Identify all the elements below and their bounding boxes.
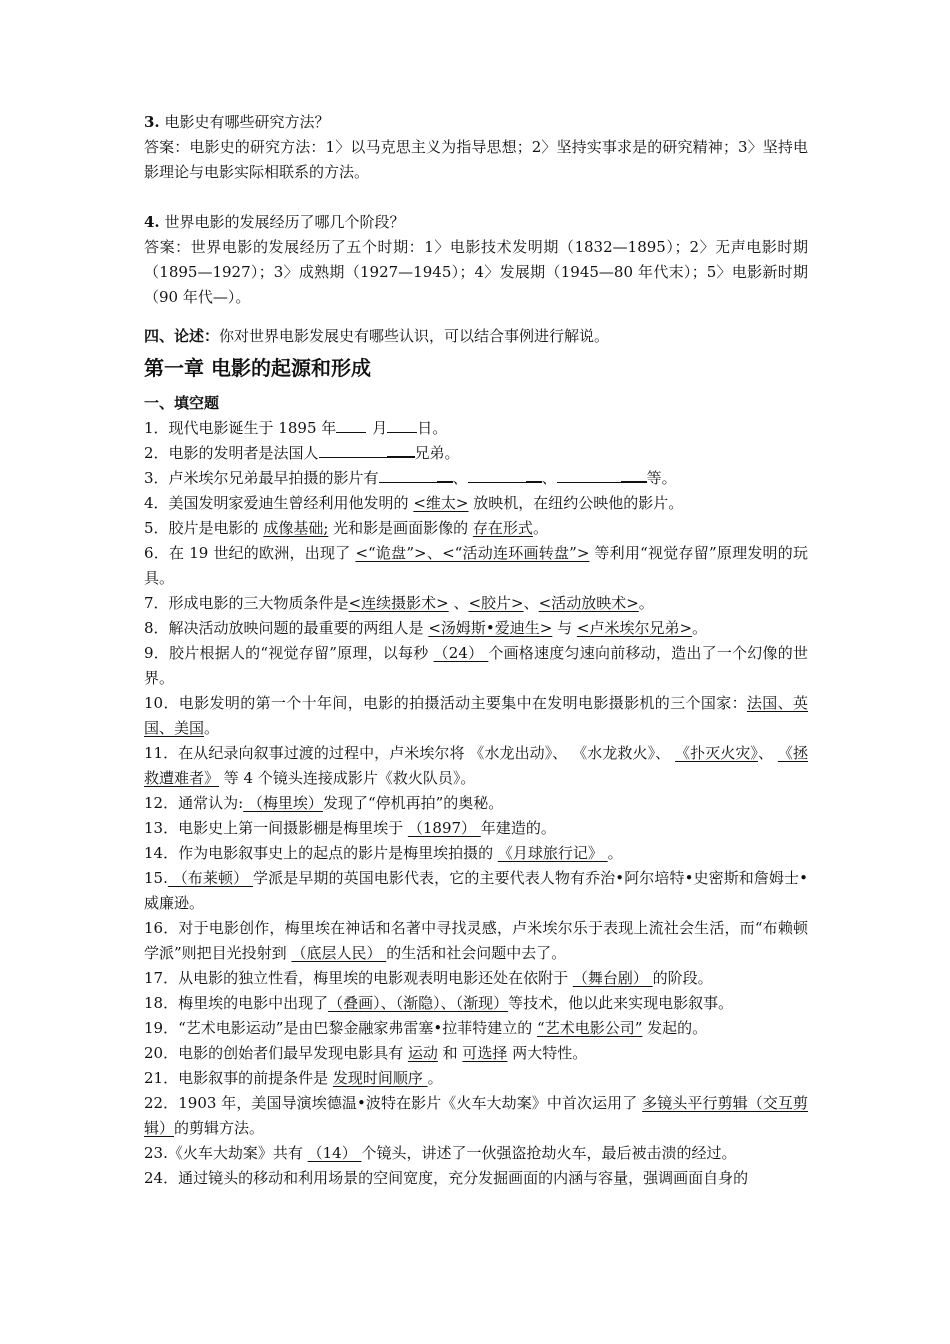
item-text: 24．通过镜头的移动和利用场景的空间宽度，充分发掘画面的内涵与容量，强调画面自身的 bbox=[144, 1169, 749, 1187]
item-text: 等 4 个镜头连接成影片《救火队员》。 bbox=[219, 769, 476, 787]
question-4 bbox=[144, 210, 808, 235]
answer-text: 《月球旅行记》 bbox=[497, 844, 608, 862]
item-18 bbox=[144, 991, 808, 1016]
item-text: 发起的。 bbox=[642, 1019, 708, 1037]
item-12 bbox=[144, 791, 808, 816]
item-text: 14．作为电影叙事史上的起点的影片是梅里埃拍摄的 bbox=[144, 844, 498, 862]
answer-blank bbox=[319, 442, 387, 458]
item-6 bbox=[144, 541, 808, 591]
item-text: 17．从电影的独立性看，梅里埃的电影观表明电影还处在依附于 bbox=[144, 969, 573, 987]
answer-blank bbox=[468, 467, 526, 483]
item-text: 、 bbox=[523, 594, 539, 612]
question-number: 3. bbox=[144, 113, 160, 131]
item-text: 、 bbox=[541, 469, 557, 487]
essay-question bbox=[144, 324, 808, 349]
item-text: 日。 bbox=[417, 419, 448, 437]
answer-text: （舞台剧） bbox=[572, 969, 653, 987]
item-text: 等。 bbox=[646, 469, 677, 487]
answer-text: <胶片> bbox=[468, 594, 524, 612]
answer-blank bbox=[379, 467, 437, 483]
item-text: 、 bbox=[757, 744, 778, 762]
item-text: 。 bbox=[692, 619, 708, 637]
document-page bbox=[144, 110, 808, 1191]
item-text: 年建造的。 bbox=[480, 819, 556, 837]
answer-text: （梅里埃） bbox=[243, 794, 323, 812]
item-text: 11．在从纪录向叙事过渡的过程中，卢米埃尔将 《水龙出动》、 《水龙救火》、 bbox=[144, 744, 676, 762]
answer-text: 《拯救遭难者》 bbox=[144, 744, 808, 787]
spacer bbox=[144, 185, 808, 210]
item-text: 4．美国发明家爱迪生曾经利用他发明的 bbox=[144, 494, 414, 512]
answer-blank bbox=[526, 466, 542, 483]
item-text: 的生活和社会问题中去了。 bbox=[386, 944, 567, 962]
item-text: 8．解决活动放映问题的最重要的两组人是 bbox=[144, 619, 429, 637]
item-text: 5．胶片是电影的 bbox=[144, 519, 264, 537]
answer-blank bbox=[387, 417, 417, 433]
answer-text: <活动放映术> bbox=[538, 594, 639, 612]
item-text: 13．电影史上第一间摄影棚是梅里埃于 bbox=[144, 819, 408, 837]
item-text: 月 bbox=[372, 419, 388, 437]
spacer bbox=[144, 310, 808, 324]
item-text: 、 bbox=[448, 594, 469, 612]
item-text: 个镜头，讲述了一伙强盗抢劫火车，最后被击溃的经过。 bbox=[361, 1144, 737, 1162]
item-text: 10．电影发明的第一个十年间，电影的拍摄活动主要集中在发明电影摄影机的三个国家： bbox=[144, 694, 747, 712]
answer-text: （14） bbox=[307, 1144, 362, 1162]
item-24 bbox=[144, 1166, 808, 1191]
answer-text: <连续摄影术> bbox=[348, 594, 449, 612]
item-text: 。 bbox=[638, 594, 654, 612]
item-text: 、 bbox=[452, 469, 468, 487]
section-title: 一、填空题 bbox=[144, 394, 220, 412]
answer-text: 运动 bbox=[407, 1044, 438, 1062]
item-text: 1．现代电影诞生于 1895 年 bbox=[144, 419, 337, 437]
item-text: 16．对于电影创作，梅里埃在神话和名著中寻找灵感，卢米埃尔乐于表现上流社会生活，而“布赖顿学派”则把目光投射到 bbox=[144, 919, 808, 962]
question-text: 世界电影的发展经历了哪几个阶段？ bbox=[159, 213, 405, 231]
answer-text: 成像基础; bbox=[263, 519, 329, 537]
item-14 bbox=[144, 841, 808, 866]
item-text: 兄弟。 bbox=[414, 444, 460, 462]
item-3 bbox=[144, 466, 808, 491]
item-7 bbox=[144, 591, 808, 616]
item-text: 的阶段。 bbox=[652, 969, 713, 987]
answer-text: （底层人民） bbox=[291, 944, 387, 962]
answer-text: <卢米埃尔兄弟> bbox=[576, 619, 693, 637]
item-16 bbox=[144, 916, 808, 966]
item-21 bbox=[144, 1066, 808, 1091]
item-text: 与 bbox=[552, 619, 577, 637]
item-15 bbox=[144, 866, 808, 916]
answer-blank bbox=[336, 417, 366, 433]
question-number: 4. bbox=[144, 213, 160, 231]
item-17 bbox=[144, 966, 808, 991]
answer-text: 法国、英国、美国 bbox=[144, 694, 808, 737]
answer-blank bbox=[387, 441, 415, 458]
item-text: 9．胶片根据人的“视觉存留”原理，以每秒 bbox=[144, 644, 434, 662]
item-text: 发现了“停机再拍”的奥秘。 bbox=[322, 794, 504, 812]
item-text: 6．在 19 世纪的欧洲，出现了 bbox=[144, 544, 356, 562]
item-text: 。 bbox=[204, 719, 220, 737]
answer-text: 发现时间顺序 bbox=[332, 1069, 428, 1087]
item-19 bbox=[144, 1016, 808, 1041]
item-text: 光和影是画面影像的 bbox=[328, 519, 473, 537]
item-text: 学派是早期的英国电影代表，它的主要代表人物有乔治•阿尔培特•史密斯和詹姆士•威廉逊。 bbox=[144, 869, 808, 912]
item-13 bbox=[144, 816, 808, 841]
answer-blank bbox=[437, 466, 453, 483]
item-10 bbox=[144, 691, 808, 741]
essay-label: 四、论述： bbox=[144, 327, 220, 345]
item-text: 放映机，在纽约公映他的影片。 bbox=[468, 494, 684, 512]
item-text: 23.《火车大劫案》共有 bbox=[144, 1144, 308, 1162]
item-text: 7．形成电影的三大物质条件是 bbox=[144, 594, 349, 612]
answer-text: 可选择 bbox=[462, 1044, 508, 1062]
item-text: 等技术，他以此来实现电影叙事。 bbox=[508, 994, 734, 1012]
item-text: 19．“艺术电影运动”是由巴黎金融家弗雷塞•拉菲特建立的 bbox=[144, 1019, 538, 1037]
answer-text: （24） bbox=[433, 644, 489, 662]
item-text: 22．1903 年，美国导演埃德温•波特在影片《火车大劫案》中首次运用了 bbox=[144, 1094, 643, 1112]
item-text: 和 bbox=[437, 1044, 463, 1062]
answer-text: <维太> bbox=[413, 494, 469, 512]
item-text: 等利用“视觉存留”原理发明的玩具。 bbox=[144, 544, 809, 587]
answer-text: （布莱顿） bbox=[167, 869, 254, 887]
answer-4: 答案：世界电影的发展经历了五个时期：1〉电影技术发明期（1832—1895）；2〉无声电影时期（1895—1927）；3〉成熟期（1927—1945）；4〉发展期（1945—80 年代末）；5〉电影新时期（90 年代—）。 bbox=[144, 238, 808, 306]
item-text: 个画格速度匀速向前移动，造出了一个幻像的世界。 bbox=[144, 644, 808, 687]
item-22 bbox=[144, 1091, 808, 1141]
item-5 bbox=[144, 516, 808, 541]
item-9 bbox=[144, 641, 808, 691]
item-text: 3．卢米埃尔兄弟最早拍摄的影片有 bbox=[144, 469, 379, 487]
item-8 bbox=[144, 616, 808, 641]
answer-text: 存在形式 bbox=[472, 519, 533, 537]
chapter-title: 第一章 电影的起源和形成 bbox=[144, 356, 371, 380]
item-text: 。 bbox=[607, 844, 623, 862]
answer-text: （叠画）、（渐隐）、（渐现） bbox=[328, 994, 509, 1012]
answer-3: 答案：电影史的研究方法：1〉以马克思主义为指导思想；2〉坚持实事求是的研究精神；3〉坚持电影理论与电影实际相联系的方法。 bbox=[144, 138, 808, 181]
question-3 bbox=[144, 110, 808, 135]
answer-blank bbox=[621, 466, 647, 483]
answer-text: 多镜头平行剪辑（交互剪辑） bbox=[144, 1094, 808, 1137]
item-text: 15. bbox=[144, 869, 168, 887]
item-23 bbox=[144, 1141, 808, 1166]
answer-text: <“诡盘”>、<“活动连环画转盘”> bbox=[355, 544, 590, 562]
item-text: 2．电影的发明者是法国人 bbox=[144, 444, 319, 462]
item-4 bbox=[144, 491, 808, 516]
item-1 bbox=[144, 416, 808, 441]
item-text: 。 bbox=[532, 519, 548, 537]
item-20 bbox=[144, 1041, 808, 1066]
item-text: 两大特性。 bbox=[507, 1044, 588, 1062]
answer-text: （1897） bbox=[407, 819, 481, 837]
item-2 bbox=[144, 441, 808, 466]
essay-text: 你对世界电影发展史有哪些认识，可以结合事例进行解说。 bbox=[219, 327, 610, 345]
answer-text: <汤姆斯•爱迪生> bbox=[428, 619, 553, 637]
answer-text: 《扑灭火灾》 bbox=[675, 744, 758, 762]
item-text: 20．电影的创始者们最早发现电影具有 bbox=[144, 1044, 408, 1062]
item-text: 。 bbox=[427, 1069, 443, 1087]
question-text: 电影史有哪些研究方法？ bbox=[159, 113, 330, 131]
answer-blank bbox=[557, 467, 621, 483]
item-text: 的剪辑方法。 bbox=[174, 1119, 265, 1137]
item-text: 21．电影叙事的前提条件是 bbox=[144, 1069, 333, 1087]
item-text: 12．通常认为: bbox=[144, 794, 244, 812]
item-11 bbox=[144, 741, 808, 791]
answer-text: “艺术电影公司” bbox=[537, 1019, 643, 1037]
item-text: 18．梅里埃的电影中出现了 bbox=[144, 994, 329, 1012]
